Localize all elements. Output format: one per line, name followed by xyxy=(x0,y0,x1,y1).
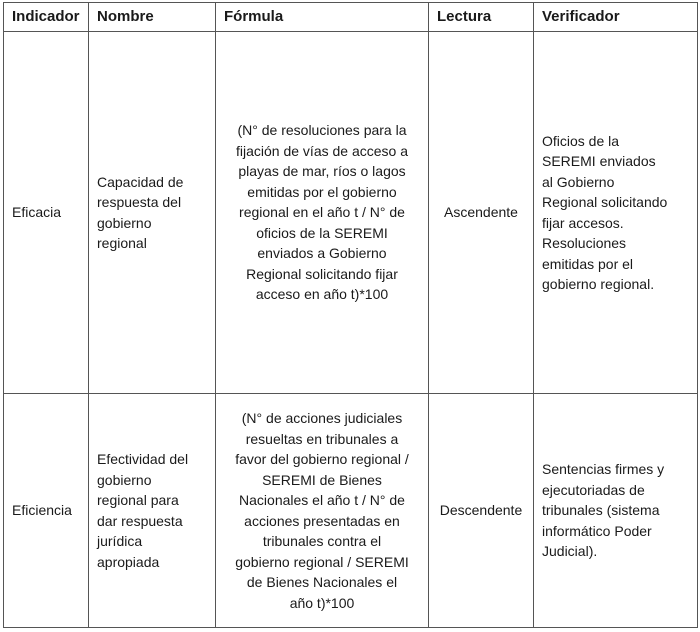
table-row xyxy=(4,394,698,628)
header-row xyxy=(4,3,698,32)
header-lectura: Lectura xyxy=(429,3,534,32)
cell-nombre: Capacidad de respuesta del gobierno regional xyxy=(89,32,216,394)
header-indicador: Indicador xyxy=(4,3,89,32)
cell-indicador: Eficiencia xyxy=(4,394,89,628)
cell-nombre: Efectividad del gobierno regional para dar respuesta jurídica apropiada xyxy=(89,394,216,628)
header-formula: Fórmula xyxy=(216,3,429,32)
table-row xyxy=(4,32,698,394)
cell-lectura: Descendente xyxy=(429,394,534,628)
cell-verificador: Oficios de la SEREMI enviados al Gobierno Regional solicitando fijar accesos. Resoluciones emitidas por el gobierno regional. xyxy=(534,32,698,394)
cell-formula: (N° de resoluciones para la fijación de vías de acceso a playas de mar, ríos o lagos emitidas por el gobierno regional en el año t / N° de oficios de la SEREMI enviados a Gobierno Regional solicitando fijar acceso en año t)*100 xyxy=(216,32,429,394)
header-nombre: Nombre xyxy=(89,3,216,32)
cell-indicador: Eficacia xyxy=(4,32,89,394)
cell-lectura: Ascendente xyxy=(429,32,534,394)
cell-formula: (N° de acciones judiciales resueltas en tribunales a favor del gobierno regional / SEREMI de Bienes Nacionales el año t / N° de acciones presentadas en tribunales contra el gobierno regional / SEREMI de Bienes Nacionales el año t)*100 xyxy=(216,394,429,628)
header-verificador: Verificador xyxy=(534,3,698,32)
cell-verificador: Sentencias firmes y ejecutoriadas de tribunales (sistema informático Poder Judicial). xyxy=(534,394,698,628)
indicator-table xyxy=(3,2,698,628)
